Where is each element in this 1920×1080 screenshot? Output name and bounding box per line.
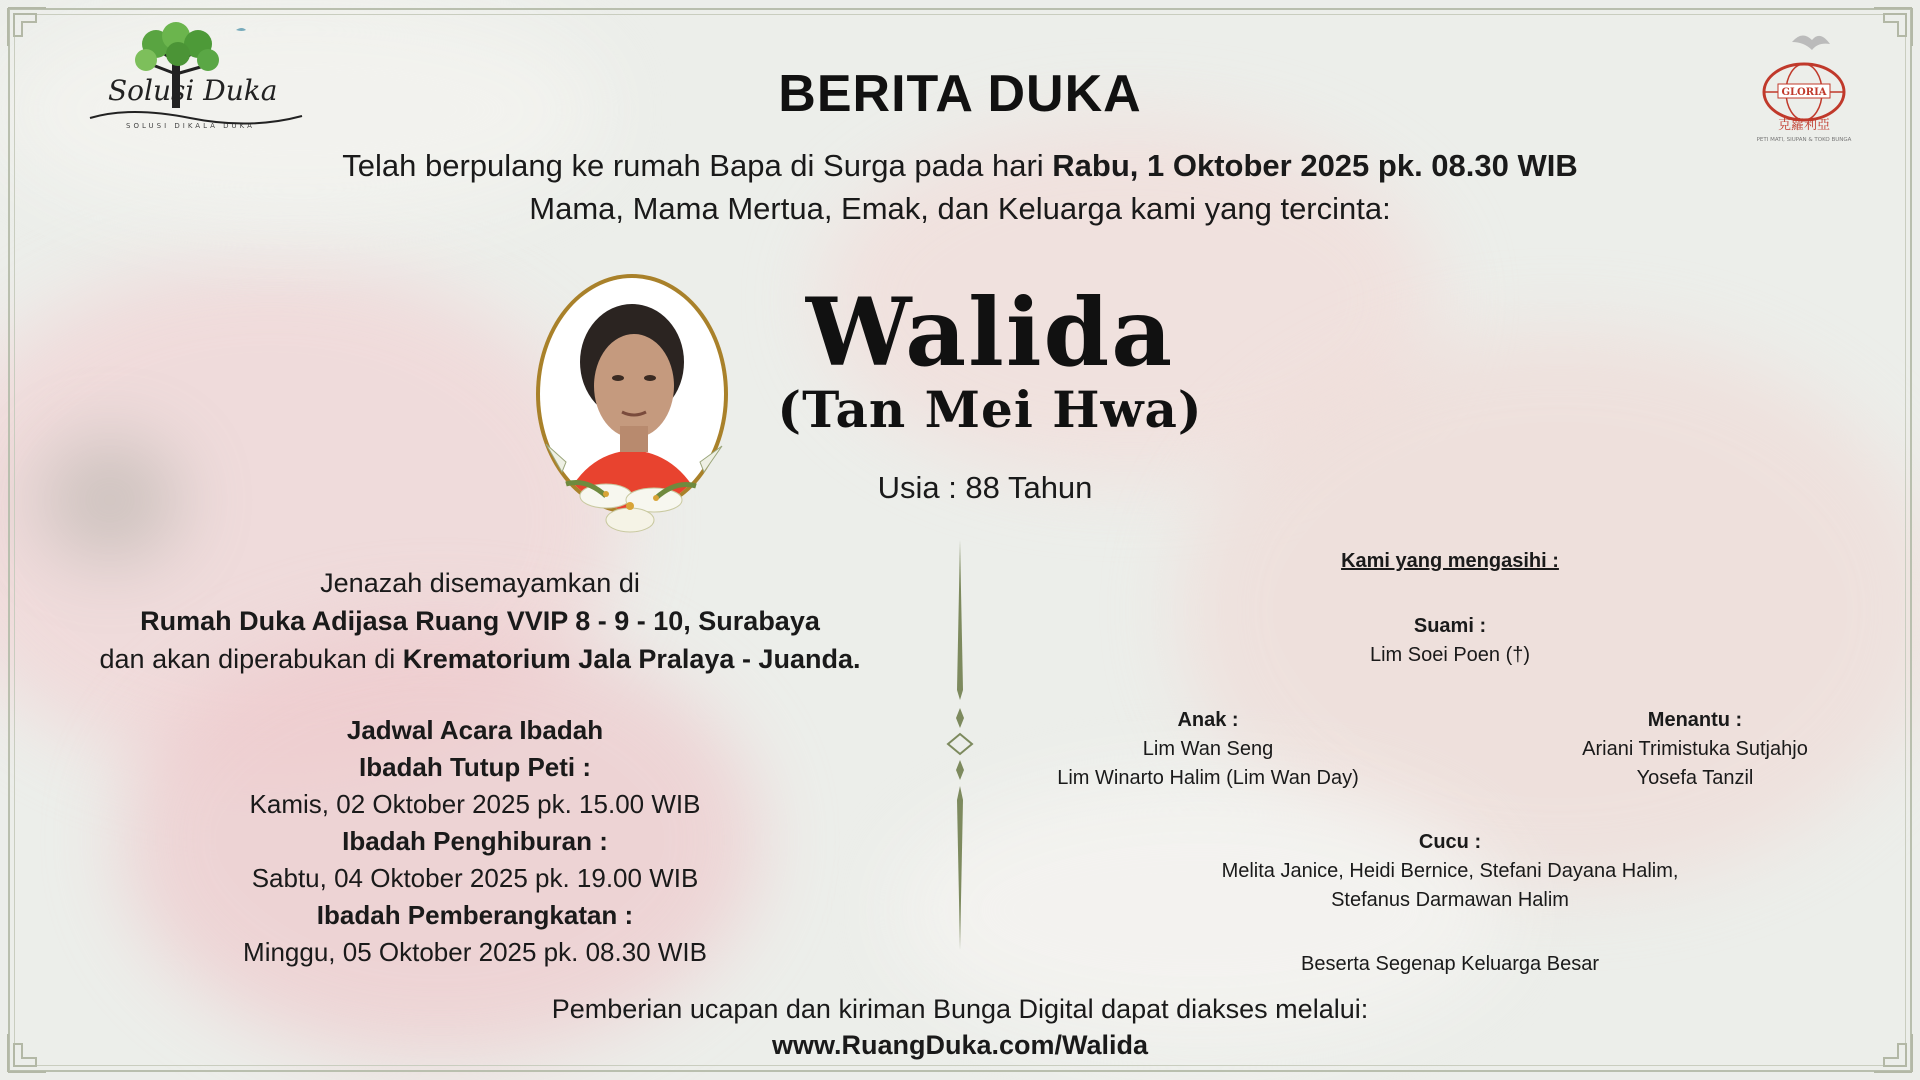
family-label: Anak : [1177, 709, 1239, 731]
schedule-time: Minggu, 05 Oktober 2025 pk. 08.30 WIB [243, 937, 707, 967]
funeral-intro: Jenazah disemayamkan di [320, 568, 640, 598]
family-member: Lim Wan Seng [1142, 738, 1274, 760]
corner-ornament-top-right [1868, 6, 1914, 52]
svg-text:GLORIA: GLORIA [1781, 87, 1827, 98]
deceased-chinese-name: (Tan Mei Hwa) [777, 380, 1203, 439]
schedule-time: Kamis, 02 Oktober 2025 pk. 15.00 WIB [249, 789, 701, 819]
crematorium: Krematorium Jala Pralaya - Juanda. [402, 644, 861, 674]
corner-ornament-top-left [6, 6, 52, 52]
family-label: Suami : [1413, 615, 1487, 637]
announcement-line [0, 148, 1920, 184]
announcement-prefix: Telah berpulang ke rumah Bapa di Surga pada hari [342, 148, 1053, 183]
schedule-label: Ibadah Tutup Peti : [358, 752, 592, 782]
family-member: Lim Winarto Halim (Lim Wan Day) [1057, 767, 1359, 789]
memorial-url-link[interactable]: www.RuangDuka.com/Walida [771, 1030, 1149, 1060]
family-grandchildren [1000, 828, 1900, 915]
svg-text:Solusi Duka: Solusi Duka [108, 74, 278, 107]
svg-text:SOLUSI DIKALA DUKA: SOLUSI DIKALA DUKA [126, 122, 255, 130]
vertical-divider-ornament [944, 540, 976, 950]
family-heading: Kami yang mengasihi : [1341, 550, 1559, 572]
family-member: Stefanus Darmawan Halim [1331, 889, 1569, 911]
svg-text:PETI MATI, SIUPAN & TOKO BUNGA: PETI MATI, SIUPAN & TOKO BUNGA [1756, 137, 1852, 143]
cremation-prefix: dan akan diperabukan di [99, 644, 403, 674]
family-member: Ariani Trimistuka Sutjahjo [1582, 738, 1808, 760]
svg-text:克蘿利亞: 克蘿利亞 [1777, 118, 1831, 133]
cremation-line [40, 644, 920, 675]
funeral-home: Rumah Duka Adijasa Ruang VVIP 8 - 9 - 10, Surabaya [140, 606, 820, 636]
schedule-time: Sabtu, 04 Oktober 2025 pk. 19.00 WIB [251, 863, 699, 893]
family-in-laws [1520, 706, 1870, 793]
passing-date: Rabu, 1 Oktober 2025 pk. 08.30 WIB [1052, 148, 1578, 183]
schedule-label: Ibadah Pemberangkatan : [316, 900, 634, 930]
family-relation-line: Mama, Mama Mertua, Emak, dan Keluarga kami yang tercinta: [529, 191, 1391, 226]
schedule-label: Ibadah Penghiburan : [342, 826, 608, 856]
digital-flowers-note: Pemberian ucapan dan kiriman Bunga Digital dapat diakses melalui: [551, 994, 1369, 1024]
deceased-name: Walida [805, 278, 1175, 388]
family-children [1008, 706, 1408, 793]
family-spouse [1000, 612, 1900, 670]
family-label: Menantu : [1647, 709, 1743, 731]
deceased-age: Usia : 88 Tahun [877, 470, 1093, 505]
service-schedule [150, 712, 800, 971]
schedule-heading: Jadwal Acara Ibadah [346, 715, 604, 745]
family-member: Yosefa Tanzil [1636, 767, 1754, 789]
family-member: Melita Janice, Heidi Bernice, Stefani Dayana Halim, [1221, 860, 1679, 882]
page-title: BERITA DUKA [778, 65, 1142, 123]
family-label: Cucu : [1418, 831, 1482, 853]
family-closing: Beserta Segenap Keluarga Besar [1301, 953, 1599, 975]
family-member: Lim Soei Poen (†) [1369, 644, 1531, 666]
